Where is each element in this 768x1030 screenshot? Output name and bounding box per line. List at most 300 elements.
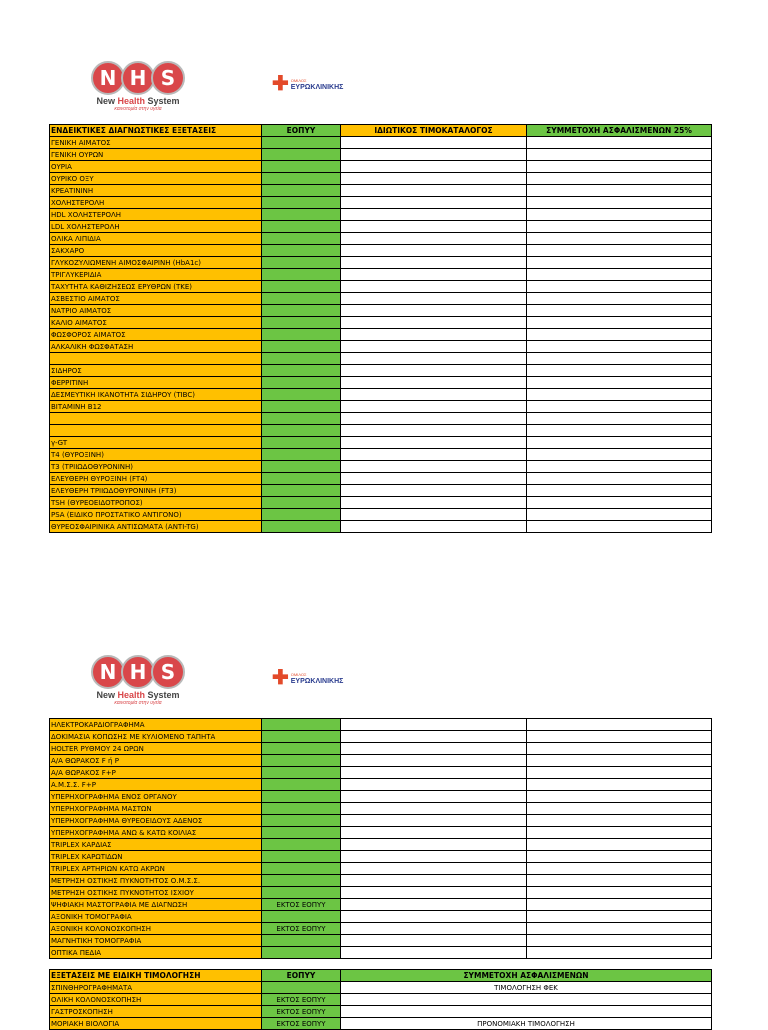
participation-cell: ΤΙΜΟΛΟΓΗΣΗ ΦΕΚ: [341, 982, 712, 994]
nhs-logo-mark: [88, 61, 188, 95]
table-row: [50, 425, 712, 437]
table-row: [50, 827, 712, 839]
private-price-cell: [341, 401, 527, 413]
eopyy-cell: [262, 815, 341, 827]
private-price-cell: [341, 389, 527, 401]
table-row: [50, 899, 712, 911]
imaging-tests-table: [49, 718, 712, 959]
private-price-cell: [341, 161, 527, 173]
test-name-cell: ΚΡΕΑΤΙΝΙΝΗ: [50, 185, 262, 197]
eopyy-cell: [262, 365, 341, 377]
test-name-cell: ΕΛΕΥΘΕΡΗ ΤΡΙΙΩΔΟΘΥΡΟΝΙΝΗ (FT3): [50, 485, 262, 497]
table-row: [50, 947, 712, 959]
eopyy-cell: [262, 161, 341, 173]
private-price-cell: [341, 173, 527, 185]
table-row: [50, 293, 712, 305]
test-name-cell: [50, 425, 262, 437]
eopyy-cell: [262, 911, 341, 923]
test-name-cell: ΣΑΚΧΑΡΟ: [50, 245, 262, 257]
eopyy-cell: [262, 317, 341, 329]
eopyy-cell: [262, 197, 341, 209]
participation-cell: [527, 887, 712, 899]
table-row: [50, 497, 712, 509]
table-row: [50, 719, 712, 731]
participation-cell: [341, 994, 712, 1006]
private-price-cell: [341, 353, 527, 365]
test-name-cell: ΑΞΟΝΙΚΗ ΤΟΜΟΓΡΑΦΙΑ: [50, 911, 262, 923]
private-price-cell: [341, 317, 527, 329]
participation-cell: [527, 281, 712, 293]
test-name-cell: T4 (ΘΥΡΟΞΙΝΗ): [50, 449, 262, 461]
table-row: [50, 779, 712, 791]
table-row: [50, 473, 712, 485]
header-private-price: ΙΔΙΩΤΙΚΟΣ ΤΙΜΟΚΑΤΑΛΟΓΟΣ: [341, 125, 527, 137]
participation-cell: [527, 233, 712, 245]
euroclinic-small: ΟΜΙΛΟΣ: [290, 672, 307, 677]
table-row: [50, 269, 712, 281]
test-name-cell: Α/Α ΘΩΡΑΚΟΣ F ή P: [50, 755, 262, 767]
test-name-cell: ΑΛΚΑΛΙΚΗ ΦΩΣΦΑΤΑΣΗ: [50, 341, 262, 353]
test-name-cell: ΔΟΚΙΜΑΣΙΑ ΚΟΠΩΣΗΣ ΜΕ ΚΥΛΙΟΜΕΝΟ ΤΑΠΗΤΑ: [50, 731, 262, 743]
private-price-cell: [341, 269, 527, 281]
test-name-cell: ΣΠΙΝΘΗΡΟΓΡΑΦΗΜΑΤΑ: [50, 982, 262, 994]
eopyy-cell: [262, 221, 341, 233]
test-name-cell: ΥΠΕΡΗΧΟΓΡΑΦΗΜΑ ΑΝΩ & ΚΑΤΩ ΚΟΙΛΙΑΣ: [50, 827, 262, 839]
private-price-cell: [341, 245, 527, 257]
private-price-cell: [341, 341, 527, 353]
nhs-letter-n: N: [91, 655, 125, 689]
private-price-cell: [341, 437, 527, 449]
participation-cell: [527, 791, 712, 803]
private-price-cell: [341, 899, 527, 911]
private-price-cell: [341, 329, 527, 341]
table-row: [50, 437, 712, 449]
euroclinic-logo: [272, 75, 343, 93]
eopyy-cell: [262, 413, 341, 425]
participation-cell: [527, 245, 712, 257]
participation-cell: [527, 437, 712, 449]
test-name-cell: ΔΕΣΜΕΥΤΙΚΗ ΙΚΑΝΟΤΗΤΑ ΣΙΔΗΡΟΥ (TIBC): [50, 389, 262, 401]
eopyy-cell: [262, 767, 341, 779]
euroclinic-name: [291, 77, 344, 91]
test-name-cell: ΣΙΔΗΡΟΣ: [50, 365, 262, 377]
test-name-cell: ΟΠΤΙΚΑ ΠΕΔΙΑ: [50, 947, 262, 959]
eopyy-cell: [262, 839, 341, 851]
test-name-cell: ΟΥΡΙΑ: [50, 161, 262, 173]
participation-cell: [527, 197, 712, 209]
table-row: [50, 1006, 712, 1018]
table-row: [50, 731, 712, 743]
euroclinic-small: ΟΜΙΛΟΣ: [290, 78, 307, 83]
private-price-cell: [341, 791, 527, 803]
participation-cell: [527, 401, 712, 413]
table-row: [50, 887, 712, 899]
eopyy-cell: [262, 281, 341, 293]
table-row: [50, 875, 712, 887]
table-row: [50, 221, 712, 233]
participation-cell: [527, 827, 712, 839]
test-name-cell: ΒΙΤΑΜΙΝΗ Β12: [50, 401, 262, 413]
private-price-cell: [341, 197, 527, 209]
private-price-cell: [341, 863, 527, 875]
eopyy-cell: ΕΚΤΟΣ ΕΟΠΥΥ: [262, 899, 341, 911]
eopyy-cell: [262, 305, 341, 317]
nhs-name-part3: System: [145, 96, 180, 106]
participation-cell: [527, 755, 712, 767]
private-price-cell: [341, 839, 527, 851]
eopyy-cell: [262, 149, 341, 161]
eopyy-cell: [262, 257, 341, 269]
test-name-cell: [50, 353, 262, 365]
private-price-cell: [341, 719, 527, 731]
euroclinic-logo: [272, 669, 343, 687]
private-price-cell: [341, 779, 527, 791]
private-price-cell: [341, 923, 527, 935]
table-row: [50, 461, 712, 473]
table-row: [50, 521, 712, 533]
test-name-cell: ΥΠΕΡΗΧΟΓΡΑΦΗΜΑ ΕΝΟΣ ΟΡΓΑΝΟΥ: [50, 791, 262, 803]
euroclinic-name: [291, 671, 344, 685]
nhs-name-part1: New: [96, 690, 118, 700]
eopyy-cell: [262, 137, 341, 149]
table-row: [50, 245, 712, 257]
participation-cell: [527, 473, 712, 485]
test-name-cell: Α/Α ΘΩΡΑΚΟΣ F+P: [50, 767, 262, 779]
participation-cell: [527, 269, 712, 281]
eopyy-cell: [262, 425, 341, 437]
participation-cell: [527, 389, 712, 401]
test-name-cell: ΦΩΣΦΟΡΟΣ ΑΙΜΑΤΟΣ: [50, 329, 262, 341]
table-row: [50, 197, 712, 209]
header-participation: ΣΥΜΜΕΤΟΧΗ ΑΣΦΑΛΙΣΜΕΝΩΝ 25%: [527, 125, 712, 137]
private-price-cell: [341, 305, 527, 317]
private-price-cell: [341, 137, 527, 149]
test-name-cell: ΜΕΤΡΗΣΗ ΟΣΤΙΚΗΣ ΠΥΚΝΟΤΗΤΟΣ ΙΣΧΙΟΥ: [50, 887, 262, 899]
participation-cell: [341, 1006, 712, 1018]
eopyy-cell: [262, 485, 341, 497]
eopyy-cell: [262, 497, 341, 509]
eopyy-cell: [262, 173, 341, 185]
participation-cell: [527, 875, 712, 887]
participation-cell: [527, 209, 712, 221]
participation-cell: [527, 449, 712, 461]
eopyy-cell: ΕΚΤΟΣ ΕΟΠΥΥ: [262, 1006, 341, 1018]
participation-cell: [527, 221, 712, 233]
nhs-letter-h: H: [121, 61, 155, 95]
table-row: [50, 839, 712, 851]
participation-cell: [527, 377, 712, 389]
participation-cell: [527, 815, 712, 827]
participation-cell: [527, 365, 712, 377]
header-eopyy: ΕΟΠΥΥ: [262, 970, 341, 982]
eopyy-cell: [262, 269, 341, 281]
private-price-cell: [341, 935, 527, 947]
test-name-cell: ΜΑΓΝΗΤΙΚΗ ΤΟΜΟΓΡΑΦΙΑ: [50, 935, 262, 947]
table-row: [50, 509, 712, 521]
participation-cell: [527, 173, 712, 185]
nhs-letter-s: S: [151, 61, 185, 95]
private-price-cell: [341, 281, 527, 293]
private-price-cell: [341, 911, 527, 923]
participation-cell: [527, 863, 712, 875]
private-price-cell: [341, 755, 527, 767]
private-price-cell: [341, 875, 527, 887]
test-name-cell: T3 (ΤΡΙΙΩΔΟΘΥΡΟΝΙΝΗ): [50, 461, 262, 473]
test-name-cell: ΓΕΝΙΚΗ ΑΙΜΑΤΟΣ: [50, 137, 262, 149]
test-name-cell: ΤΑΧΥΤΗΤΑ ΚΑΘΙΖΗΣΕΩΣ ΕΡΥΘΡΩΝ (ΤΚΕ): [50, 281, 262, 293]
private-price-cell: [341, 185, 527, 197]
test-name-cell: ΟΥΡΙΚΟ ΟΞΥ: [50, 173, 262, 185]
euroclinic-big: ΕΥΡΩΚΛΙΝΙΚΗΣ: [290, 678, 344, 685]
eopyy-cell: [262, 377, 341, 389]
test-name-cell: TRIPLEX ΚΑΡΩΤΙΔΩΝ: [50, 851, 262, 863]
table-row: [50, 851, 712, 863]
table-row: [50, 281, 712, 293]
private-price-cell: [341, 947, 527, 959]
participation-cell: [527, 851, 712, 863]
private-price-cell: [341, 485, 527, 497]
participation-cell: [527, 935, 712, 947]
header-tests: ΕΝΔΕΙΚΤΙΚΕΣ ΔΙΑΓΝΩΣΤΙΚΕΣ ΕΞΕΤΑΣΕΙΣ: [50, 125, 262, 137]
test-name-cell: ΦΕΡΡΙΤΙΝΗ: [50, 377, 262, 389]
participation-cell: [527, 329, 712, 341]
test-name-cell: ΑΞΟΝΙΚΗ ΚΟΛΟΝΟΣΚΟΠΗΣΗ: [50, 923, 262, 935]
eopyy-cell: [262, 875, 341, 887]
participation-cell: [527, 509, 712, 521]
test-name-cell: [50, 413, 262, 425]
participation-cell: [527, 257, 712, 269]
participation-cell: [527, 317, 712, 329]
table-row: [50, 305, 712, 317]
nhs-letter-s: S: [151, 655, 185, 689]
participation-cell: [527, 497, 712, 509]
private-price-cell: [341, 413, 527, 425]
table-row: [50, 485, 712, 497]
header-special-tests: ΕΞΕΤΑΣΕΙΣ ΜΕ ΕΙΔΙΚΗ ΤΙΜΟΛΟΓΗΣΗ: [50, 970, 262, 982]
private-price-cell: [341, 461, 527, 473]
participation-cell: [527, 923, 712, 935]
participation-cell: [527, 779, 712, 791]
table-row: [50, 137, 712, 149]
test-name-cell: HDL ΧΟΛΗΣΤΕΡΟΛΗ: [50, 209, 262, 221]
special-pricing-table: [49, 969, 712, 1030]
participation-cell: [527, 293, 712, 305]
table-row: [50, 803, 712, 815]
eopyy-cell: [262, 401, 341, 413]
test-name-cell: LDL ΧΟΛΗΣΤΕΡΟΛΗ: [50, 221, 262, 233]
table-row: [50, 863, 712, 875]
eopyy-cell: [262, 935, 341, 947]
table-row: [50, 233, 712, 245]
participation-cell: [527, 839, 712, 851]
private-price-cell: [341, 887, 527, 899]
private-price-cell: [341, 803, 527, 815]
eopyy-cell: [262, 293, 341, 305]
eopyy-cell: [262, 185, 341, 197]
private-price-cell: [341, 233, 527, 245]
nhs-logo-mark: [88, 655, 188, 689]
nhs-name-part3: System: [145, 690, 180, 700]
private-price-cell: [341, 815, 527, 827]
eopyy-cell: [262, 791, 341, 803]
table-row: [50, 161, 712, 173]
test-name-cell: TSH (ΘΥΡΕΟΕΙΔΟΤΡΟΠΟΣ): [50, 497, 262, 509]
participation-cell: [527, 425, 712, 437]
private-price-cell: [341, 827, 527, 839]
diagnostic-tests-table: [49, 124, 712, 533]
test-name-cell: TRIPLEX ΚΑΡΔΙΑΣ: [50, 839, 262, 851]
table-row: [50, 317, 712, 329]
table-row: [50, 413, 712, 425]
table-row: [50, 257, 712, 269]
eopyy-cell: [262, 743, 341, 755]
header-participation: ΣΥΜΜΕΤΟΧΗ ΑΣΦΑΛΙΣΜΕΝΩΝ: [341, 970, 712, 982]
table-row: [50, 923, 712, 935]
table-row: [50, 815, 712, 827]
nhs-letter-n: N: [91, 61, 125, 95]
table-row: [50, 389, 712, 401]
test-name-cell: ΥΠΕΡΗΧΟΓΡΑΦΗΜΑ ΘΥΡΕΟΕΙΔΟΥΣ ΑΔΕΝΟΣ: [50, 815, 262, 827]
participation-cell: [527, 305, 712, 317]
participation-cell: [527, 485, 712, 497]
eopyy-cell: [262, 851, 341, 863]
participation-cell: [527, 461, 712, 473]
table-row: [50, 365, 712, 377]
table-row: [50, 743, 712, 755]
private-price-cell: [341, 377, 527, 389]
test-name-cell: ΓΕΝΙΚΗ ΟΥΡΩΝ: [50, 149, 262, 161]
participation-cell: [527, 353, 712, 365]
nhs-name: [88, 690, 188, 700]
table-row: [50, 791, 712, 803]
participation-cell: [527, 731, 712, 743]
table-row: [50, 341, 712, 353]
test-name-cell: ΜΟΡΙΑΚΗ ΒΙΟΛΟΓΙΑ: [50, 1018, 262, 1030]
participation-cell: [527, 719, 712, 731]
test-name-cell: ΘΥΡΕΟΣΦΑΙΡΙΝΙΚΑ ΑΝΤΙΣΩΜΑΤΑ (ANTI-TG): [50, 521, 262, 533]
private-price-cell: [341, 497, 527, 509]
eopyy-cell: [262, 461, 341, 473]
table-row: [50, 149, 712, 161]
test-name-cell: ΓΑΣΤΡΟΣΚΟΠΗΣΗ: [50, 1006, 262, 1018]
medical-cross-icon: ✚: [272, 73, 289, 95]
test-name-cell: ΚΑΛΙΟ ΑΙΜΑΤΟΣ: [50, 317, 262, 329]
test-name-cell: ΟΛΙΚΗ ΚΟΛΟΝΟΣΚΟΠΗΣΗ: [50, 994, 262, 1006]
eopyy-cell: [262, 449, 341, 461]
table-row: [50, 449, 712, 461]
eopyy-cell: [262, 233, 341, 245]
table-row: [50, 329, 712, 341]
participation-cell: ΠΡΟΝΟΜΙΑΚΗ ΤΙΜΟΛΟΓΗΣΗ: [341, 1018, 712, 1030]
eopyy-cell: [262, 827, 341, 839]
participation-cell: [527, 185, 712, 197]
participation-cell: [527, 137, 712, 149]
participation-cell: [527, 413, 712, 425]
eopyy-cell: ΕΚΤΟΣ ΕΟΠΥΥ: [262, 923, 341, 935]
test-name-cell: ΗΛΕΚΤΡΟΚΑΡΔΙΟΓΡΑΦΗΜΑ: [50, 719, 262, 731]
private-price-cell: [341, 221, 527, 233]
nhs-letter-h: H: [121, 655, 155, 689]
test-name-cell: ΟΛΙΚΑ ΛΙΠΙΔΙΑ: [50, 233, 262, 245]
eopyy-cell: [262, 389, 341, 401]
eopyy-cell: [262, 863, 341, 875]
participation-cell: [527, 341, 712, 353]
test-name-cell: HOLTER ΡΥΘΜΟΥ 24 ΩΡΩΝ: [50, 743, 262, 755]
eopyy-cell: [262, 437, 341, 449]
eopyy-cell: [262, 521, 341, 533]
table-row: [50, 185, 712, 197]
nhs-logo: [88, 655, 188, 706]
private-price-cell: [341, 473, 527, 485]
private-price-cell: [341, 365, 527, 377]
test-name-cell: ΓΛΥΚΟΖΥΛΙΩΜΕΝΗ ΑΙΜΟΣΦΑΙΡΙΝΗ (HbA1c): [50, 257, 262, 269]
private-price-cell: [341, 851, 527, 863]
table-row: [50, 401, 712, 413]
table-row: [50, 911, 712, 923]
eopyy-cell: [262, 755, 341, 767]
private-price-cell: [341, 731, 527, 743]
test-name-cell: ΨΗΦΙΑΚΗ ΜΑΣΤΟΓΡΑΦΙΑ ΜΕ ΔΙΑΓΝΩΣΗ: [50, 899, 262, 911]
table-row: [50, 173, 712, 185]
test-name-cell: TRIPLEX ΑΡΤΗΡΙΩΝ ΚΑΤΩ ΑΚΡΩΝ: [50, 863, 262, 875]
medical-cross-icon: ✚: [272, 667, 289, 689]
test-name-cell: ΝΑΤΡΙΟ ΑΙΜΑΤΟΣ: [50, 305, 262, 317]
table-row: [50, 935, 712, 947]
nhs-name: [88, 96, 188, 106]
nhs-name-part2: Health: [117, 96, 145, 106]
table-row: [50, 982, 712, 994]
participation-cell: [527, 767, 712, 779]
eopyy-cell: ΕΚΤΟΣ ΕΟΠΥΥ: [262, 1018, 341, 1030]
euroclinic-big: ΕΥΡΩΚΛΙΝΙΚΗΣ: [290, 84, 344, 91]
private-price-cell: [341, 509, 527, 521]
table-row: [50, 377, 712, 389]
table-row: [50, 994, 712, 1006]
eopyy-cell: [262, 245, 341, 257]
eopyy-cell: ΕΚΤΟΣ ΕΟΠΥΥ: [262, 994, 341, 1006]
eopyy-cell: [262, 353, 341, 365]
nhs-name-part2: Health: [117, 690, 145, 700]
private-price-cell: [341, 257, 527, 269]
table-row: [50, 209, 712, 221]
eopyy-cell: [262, 209, 341, 221]
table-header-row: [50, 125, 712, 137]
participation-cell: [527, 803, 712, 815]
private-price-cell: [341, 293, 527, 305]
test-name-cell: ΕΛΕΥΘΕΡΗ ΘΥΡΟΞΙΝΗ (FT4): [50, 473, 262, 485]
participation-cell: [527, 899, 712, 911]
private-price-cell: [341, 449, 527, 461]
eopyy-cell: [262, 779, 341, 791]
participation-cell: [527, 161, 712, 173]
private-price-cell: [341, 767, 527, 779]
private-price-cell: [341, 743, 527, 755]
table-row: [50, 767, 712, 779]
eopyy-cell: [262, 473, 341, 485]
eopyy-cell: [262, 803, 341, 815]
test-name-cell: ΑΣΒΕΣΤΙΟ ΑΙΜΑΤΟΣ: [50, 293, 262, 305]
eopyy-cell: [262, 887, 341, 899]
nhs-logo: [88, 61, 188, 112]
eopyy-cell: [262, 731, 341, 743]
test-name-cell: ΤΡΙΓΛΥΚΕΡΙΔΙΑ: [50, 269, 262, 281]
eopyy-cell: [262, 509, 341, 521]
private-price-cell: [341, 425, 527, 437]
eopyy-cell: [262, 329, 341, 341]
test-name-cell: ΧΟΛΗΣΤΕΡΟΛΗ: [50, 197, 262, 209]
table-row: [50, 353, 712, 365]
participation-cell: [527, 743, 712, 755]
